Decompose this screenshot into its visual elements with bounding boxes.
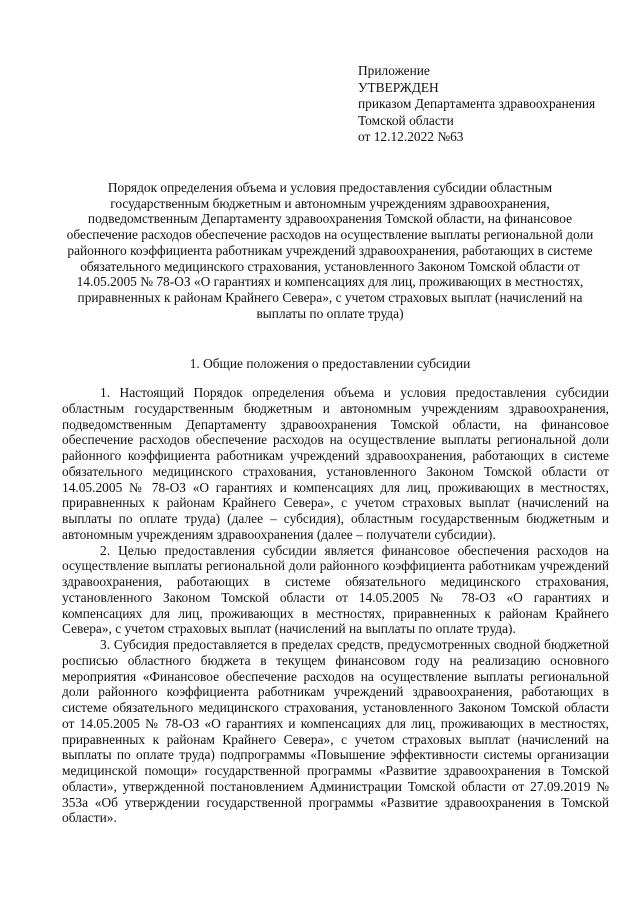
paragraph-1: 1. Настоящий Порядок определения объема и условия предоставления субсидии областным государственным бюджетным и автономным учреждениям здравоохранения, подведомственным Департаменту здравоохранения Томской области, на финансовое обеспечение расходов обеспечение расходов на осуществление выплаты региональной доли районного коэффициента работникам учреждений здравоохранения, работающих в системе обязательного медицинского страхования, установленного Законом Томской области от 14.05.2005 № 78-ОЗ «О гарантиях и компенсациях для лиц, проживающих в местностях, приравненных к районам Крайнего Севера», с учетом страховых выплат (начислений на выплаты по оплате труда) (далее – субсидия), областным государственным бюджетным и автономным учреждениям здравоохранения (далее – получатели субсидии). [62,385,609,542]
approval-order-line: приказом Департамента здравоохранения [358,96,596,111]
paragraph-3: 3. Субсидия предоставляется в пределах средств, предусмотренных сводной бюджетной росписью областного бюджета в текущем финансовом году на реализацию основного мероприятия «Финансовое обеспечение расходов на осуществление выплаты региональной доли районного коэффициента работникам учреждений здравоохранения, работающих в системе обязательного медицинского страхования, установленного Законом Томской области от 14.05.2005 № 78-ОЗ «О гарантиях и компенсациях для лиц, проживающих в местностях, приравненных к районам Крайнего Севера», с учетом страховых выплат (начислений на выплаты по оплате труда) подпрограммы «Повышение эффективности системы организации медицинской помощи» государственной программы «Развитие здравоохранения в Томской области», утвержденной постановлением Администрации Томской области от 27.09.2019 № 353а «Об утверждении государственной программы «Развитие здравоохранения в Томской области». [62,637,609,826]
approval-date-number: от 12.12.2022 №63 [358,129,464,144]
approval-block [358,63,628,146]
paragraph-2: 2. Целью предоставления субсидии является финансовое обеспечения расходов на осуществление выплаты региональной доли районного коэффициента работникам учреждений здравоохранения, работающих в системе обязательного медицинского страхования, установленного Законом Томской области от 14.05.2005 № 78-ОЗ «О гарантиях и компенсациях для лиц, проживающих в местностях, приравненных к районам Крайнего Севера», с учетом страховых выплат (начислений на выплаты по оплате труда). [62,542,609,637]
approval-appendix-label: Приложение [358,63,430,78]
approval-region-line: Томской области [358,112,454,128]
approval-approved-label: УТВЕРЖДЕН [358,79,439,95]
section-heading: 1. Общие положения о предоставлении субсидии [189,356,471,371]
document-body [62,385,609,826]
document-title: Порядок определения объема и условия предоставления субсидии областным государственным бюджетным и автономным учреждениям здравоохранения, подведомственным Департаменту здравоохранения Томской области, на финансовое обеспечение расходов обеспечение расходов на осуществление выплаты региональной доли районного коэффициента работникам учреждений здравоохранения, работающих в системе обязательного медицинского страхования, установленного Законом Томской области от 14.05.2005 № 78-ОЗ «О гарантиях и компенсациях для лиц, проживающих в местностях, приравненных к районам Крайнего Севера», с учетом страховых выплат (начислений на выплаты по оплате труда) [66,180,594,321]
